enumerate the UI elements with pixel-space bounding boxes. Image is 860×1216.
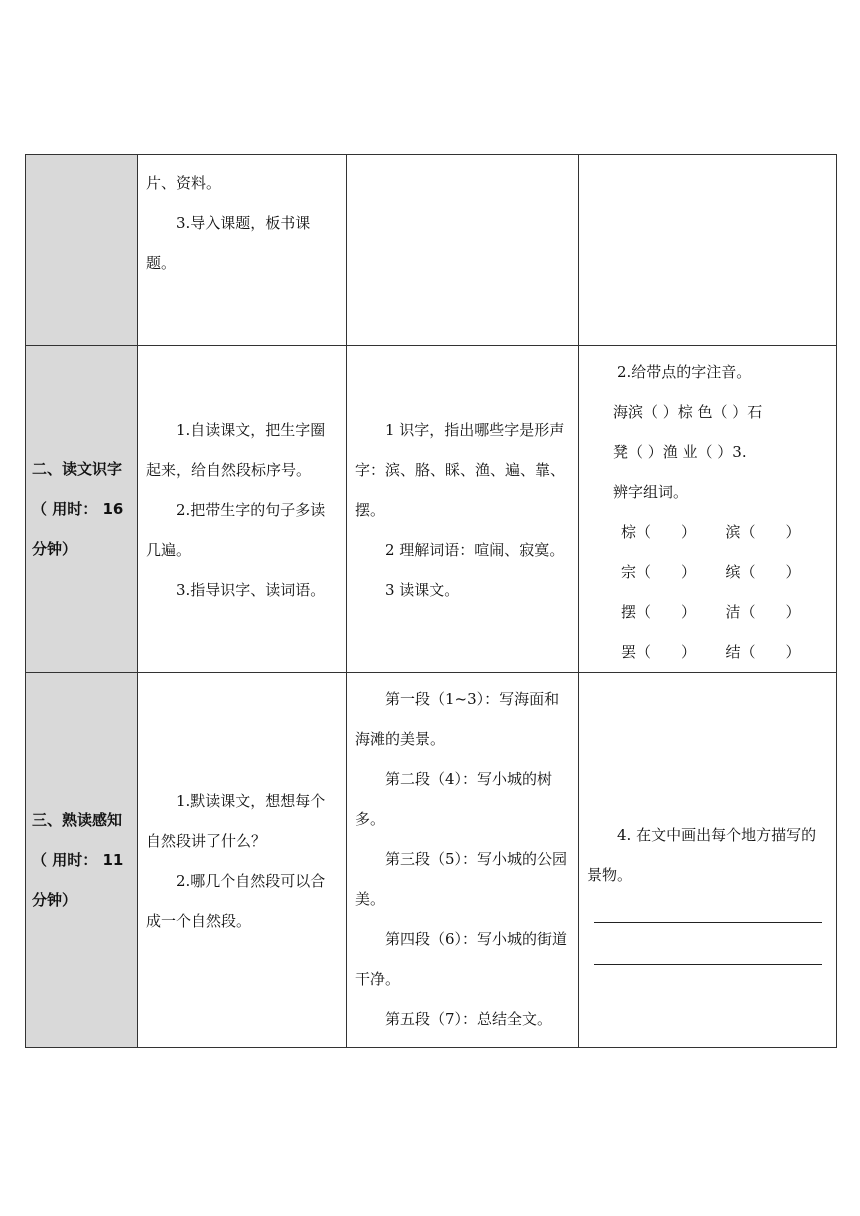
stage-cell bbox=[26, 673, 138, 1048]
teacher-line: 1.自读课文，把生字圈起来，给自然段标序号。 bbox=[146, 421, 326, 479]
student-line: 第四段（6）：写小城的街道干净。 bbox=[355, 930, 568, 988]
stage-cell bbox=[26, 346, 138, 673]
word-pair-item: 宗（ ） bbox=[621, 563, 697, 581]
exercise-cell bbox=[579, 155, 837, 346]
student-line: 第一段（1~3）：写海面和海滩的美景。 bbox=[355, 690, 560, 748]
exercise-line: 辨字组词。 bbox=[613, 483, 689, 501]
teacher-line: 片、资料。 bbox=[146, 174, 222, 192]
student-line: 3 读课文。 bbox=[385, 581, 460, 599]
table-row bbox=[26, 673, 837, 1048]
word-pair-row bbox=[587, 632, 830, 672]
exercise-title: 2.给带点的字注音。 bbox=[617, 363, 752, 381]
exercise-line: 凳（ ）渔 业（ ）3. bbox=[613, 443, 747, 461]
teacher-cell bbox=[138, 155, 347, 346]
word-pair-item: 结（ ） bbox=[725, 643, 801, 661]
word-pair-item: 罢（ ） bbox=[621, 643, 697, 661]
teacher-line: 3.导入课题，板书课题。 bbox=[146, 214, 311, 272]
exercise-cell bbox=[579, 346, 837, 673]
student-line: 第二段（4）：写小城的树多。 bbox=[355, 770, 553, 828]
word-pair-row bbox=[587, 512, 830, 552]
student-cell bbox=[347, 673, 579, 1048]
answer-line bbox=[594, 963, 822, 965]
word-pair-item: 洁（ ） bbox=[725, 603, 801, 621]
exercise-line: 海滨（ ）棕 色（ ）石 bbox=[613, 403, 763, 421]
stage-time: （ 用时： 11 分钟） bbox=[32, 851, 124, 909]
student-line: 1 识字，指出哪些字是形声字：滨、胳、睬、渔、遍、靠、摆。 bbox=[355, 421, 566, 519]
table-row bbox=[26, 346, 837, 673]
word-pair-item: 摆（ ） bbox=[621, 603, 697, 621]
exercise-cell bbox=[579, 673, 837, 1048]
word-pair-item: 滨（ ） bbox=[725, 523, 801, 541]
word-pair-item: 棕（ ） bbox=[621, 523, 697, 541]
teacher-cell bbox=[138, 673, 347, 1048]
word-pair-row bbox=[587, 592, 830, 632]
student-line: 第五段（7）：总结全文。 bbox=[385, 1010, 553, 1028]
student-cell bbox=[347, 346, 579, 673]
student-line: 2 理解词语：喧闹、寂寞。 bbox=[385, 541, 565, 559]
stage-title: 三、熟读感知 bbox=[32, 811, 123, 829]
stage-cell bbox=[26, 155, 138, 346]
teacher-line: 3.指导识字、读词语。 bbox=[176, 581, 326, 599]
word-pair-item: 缤（ ） bbox=[725, 563, 801, 581]
lesson-plan-table bbox=[25, 154, 837, 1048]
teacher-line: 2.把带生字的句子多读几遍。 bbox=[146, 501, 326, 559]
exercise-line: 4. 在文中画出每个地方描写的景物。 bbox=[587, 826, 817, 884]
teacher-cell bbox=[138, 346, 347, 673]
stage-time: （ 用时： 16 分钟） bbox=[32, 500, 124, 558]
stage-title: 二、读文识字 bbox=[32, 460, 123, 478]
student-line: 第三段（5）：写小城的公园美。 bbox=[355, 850, 568, 908]
table-row bbox=[26, 155, 837, 346]
teacher-line: 1.默读课文，想想每个自然段讲了什么？ bbox=[146, 792, 326, 850]
student-cell bbox=[347, 155, 579, 346]
word-pair-row bbox=[587, 552, 830, 592]
teacher-line: 2.哪几个自然段可以合成一个自然段。 bbox=[146, 872, 326, 930]
